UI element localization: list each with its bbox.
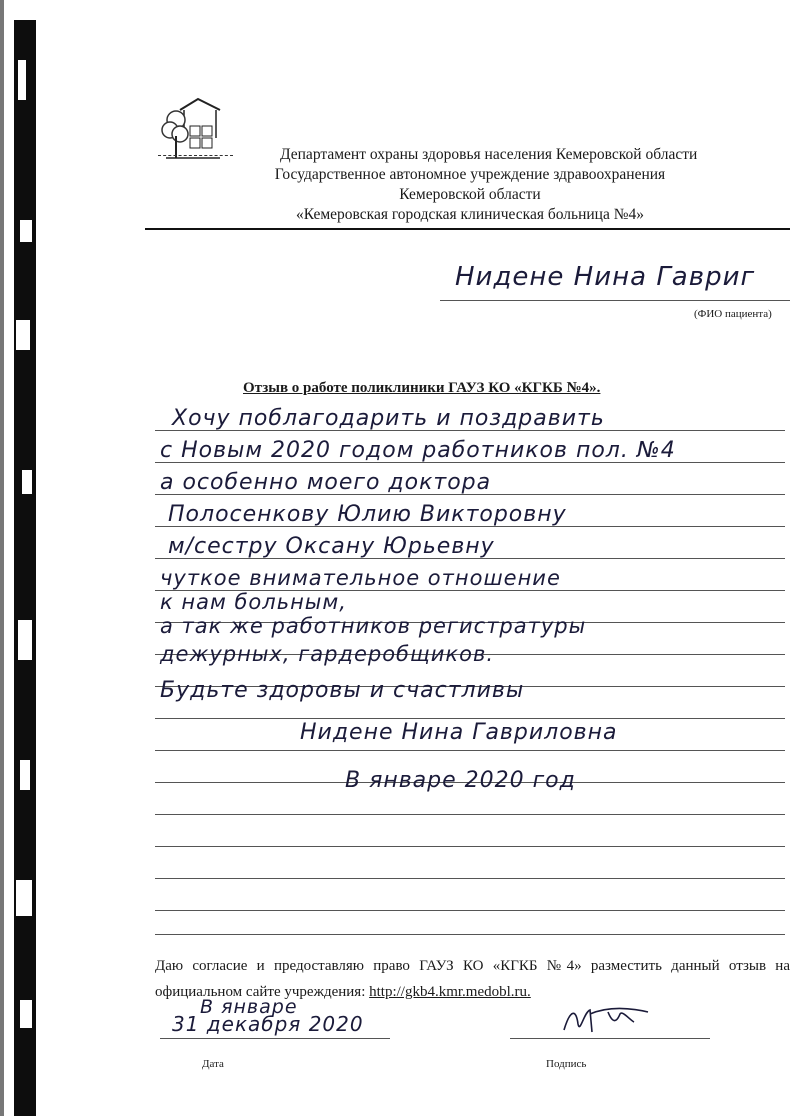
patient-name-handwritten: Нидене Нина Гавриг: [455, 262, 756, 292]
ruled-line: [155, 718, 785, 719]
signature-line: [510, 1038, 710, 1039]
header-line-3: Кемеровской области: [399, 186, 541, 203]
header-line-2: Государственное автономное учреждение здравоохранения: [274, 166, 666, 183]
page-title: Отзыв о работе поликлиники ГАУЗ КО «КГКБ №4».: [243, 380, 601, 396]
signature-label: Подпись: [546, 1058, 587, 1070]
ruled-line: [155, 934, 785, 935]
ruled-line: [155, 814, 785, 815]
date-handwritten-top: В январе: [200, 996, 298, 1018]
ruled-line: [155, 878, 785, 879]
review-line-1: Хочу поблагодарить и поздравить: [172, 406, 605, 431]
date-handwritten: 31 декабря 2020: [172, 1012, 364, 1036]
institution-header: [150, 145, 790, 225]
patient-name-line: [440, 300, 790, 301]
consent-body: Даю согласие и предоставляю право ГАУЗ КО «КГКБ №4» разместить данный отзыв на официальном сайте учреждения:: [155, 958, 790, 1000]
review-line-4: Полосенкову Юлию Викторовну: [168, 502, 567, 527]
ruled-line: [155, 750, 785, 751]
review-line-5: м/сестру Оксану Юрьевну: [168, 534, 495, 559]
review-line-7: к нам больным,: [160, 590, 347, 614]
header-divider: [145, 228, 790, 230]
ruled-line: [155, 910, 785, 911]
review-line-6: чуткое внимательное отношение: [160, 566, 561, 590]
review-line-8: а так же работников регистратуры: [160, 614, 587, 638]
signature-icon: [560, 1000, 660, 1040]
header-line-4: «Кемеровская городская клиническая больница №4»: [295, 206, 644, 223]
date-label: Дата: [202, 1058, 224, 1070]
review-line-11: Нидене Нина Гавриловна: [300, 720, 618, 745]
review-line-9: дежурных, гардеробщиков.: [160, 642, 495, 666]
date-line: [160, 1038, 390, 1039]
ruled-line: [155, 846, 785, 847]
site-link[interactable]: http://gkb4.kmr.medobl.ru.: [369, 984, 531, 1000]
header-line-1: Департамент охраны здоровья населения Кемеровской области: [280, 146, 698, 163]
scan-edge: [0, 0, 40, 1116]
review-line-12: В январе 2020 год: [345, 768, 576, 793]
review-line-3: а особенно моего доктора: [160, 470, 492, 495]
review-line-2: с Новым 2020 годом работников пол. №4: [160, 438, 676, 463]
patient-label: (ФИО пациента): [694, 308, 772, 320]
review-line-10: Будьте здоровы и счастливы: [160, 678, 525, 703]
